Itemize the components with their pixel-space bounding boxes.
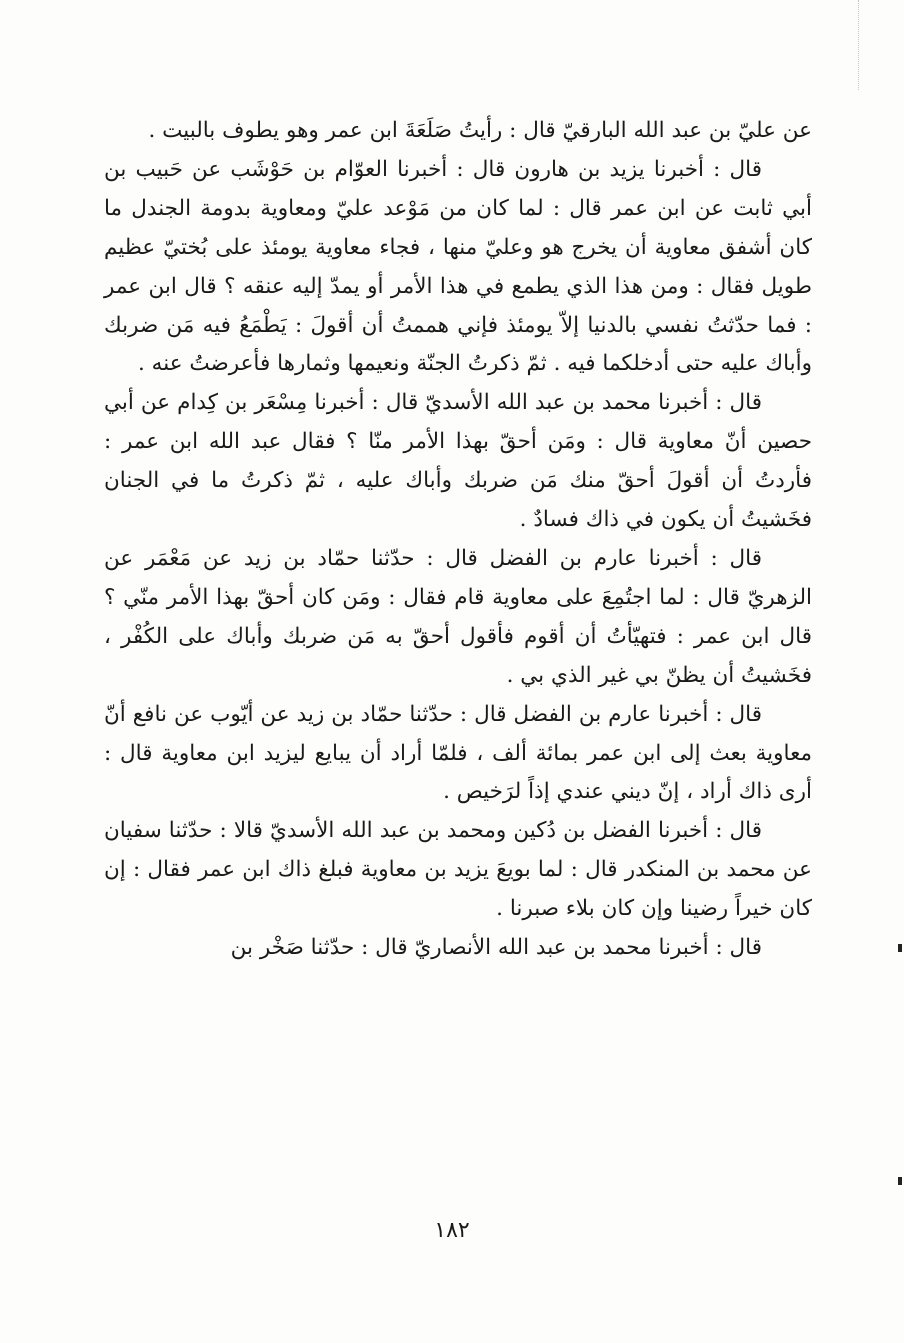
paragraph-4: قال : أخبرنا عارم بن الفضل قال : حدّثنا حمّاد بن زيد عن مَعْمَر عن الزهريّ قال : لما اجتُمِعَ على معاوية قام فقال : ومَن كان أحقّ بهذا الأمر منّي ؟ قال ابن عمر : فتهيّأتُ أن أقوم فأقول أحقّ به مَن ضربك وأباك على الكُفْر ، فخَشيتُ أن يظنّ بي غير الذي بي . [104, 545, 812, 688]
scan-dotted-line [858, 0, 860, 90]
paragraph-3: قال : أخبرنا محمد بن عبد الله الأسديّ قال : أخبرنا مِسْعَر بن كِدام عن أبي حصين أنّ معاوية قال : ومَن أحقّ بهذا الأمر منّا ؟ فقال عبد الله ابن عمر : فأردتُ أن أقولَ أحقّ منك مَن ضربك وأباك عليه ، ثمّ ذكرتُ ما في الجنان فخَشيتُ أن يكون في ذاك فسادٌ . [104, 390, 812, 533]
paragraph-7: قال : أخبرنا محمد بن عبد الله الأنصاريّ قال : حدّثنا صَخْر بن [230, 935, 762, 961]
scan-edge-mark [898, 944, 902, 952]
arabic-text-body [104, 112, 812, 968]
paragraph-1: عن عليّ بن عبد الله البارقيّ قال : رأيتُ صَلَعَةَ ابن عمر وهو يطوف بالبيت . [148, 118, 812, 143]
scan-edge-mark [898, 1177, 902, 1185]
page-number: ١٨٢ [434, 1218, 470, 1243]
paragraph-6: قال : أخبرنا الفضل بن دُكين ومحمد بن عبد الله الأسديّ قالا : حدّثنا سفيان عن محمد بن المنكدر قال : لما بويعَ يزيد بن معاوية فبلغ ذاك ابن عمر فقال : إن كان خيراً رضينا وإن كان بلاء صبرنا . [104, 818, 812, 922]
paragraph-2: قال : أخبرنا يزيد بن هارون قال : أخبرنا العوّام بن حَوْشَب عن حَبيب بن أبي ثابت عن ابن عمر قال : لما كان من مَوْعد عليّ ومعاوية بدومة الجندل ما كان أشفق معاوية أن يخرج هو وعليّ منها ، فجاء معاوية يومئذ على بُختيّ عظيم طويل فقال : ومن هذا الذي يطمع في هذا الأمر أو يمدّ إليه عنقه ؟ قال ابن عمر : فما حدّثتُ نفسي بالدنيا إلاّ يومئذ فإني هممتُ أن أقولَ : يَطْمَعُ فيه مَن ضربك وأباك عليه حتى أدخلكما فيه . ثمّ ذكرتُ الجنّة ونعيمها وثمارها فأعرضتُ عنه . [104, 156, 812, 377]
paragraph-5: قال : أخبرنا عارم بن الفضل قال : حدّثنا حمّاد بن زيد عن أيّوب عن نافع أنّ معاوية بعث إلى ابن عمر بمائة ألف ، فلمّا أراد أن يبايع ليزيد ابن معاوية قال : أرى ذاك أراد ، إنّ ديني عندي إذاً لرَخيص . [104, 701, 812, 805]
